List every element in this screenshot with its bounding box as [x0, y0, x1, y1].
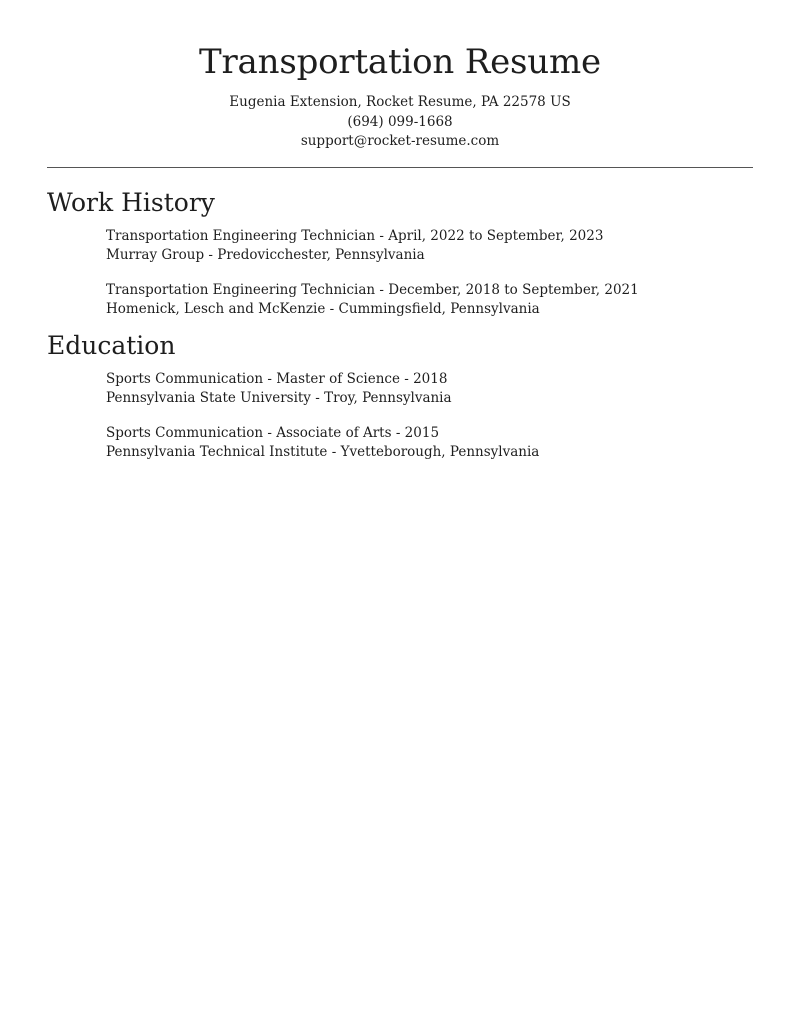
- education-entry: [106, 424, 539, 462]
- work-entry-position: Transportation Engineering Technician - April, 2022 to September, 2023: [106, 228, 604, 244]
- contact-block: [47, 93, 753, 152]
- contact-email: support@rocket-resume.com: [300, 133, 500, 149]
- education-entry-school: Pennsylvania State University - Troy, Pennsylvania: [106, 390, 452, 406]
- header-divider: [47, 167, 753, 168]
- section-title-work-history: Work History: [47, 188, 215, 217]
- work-entry: [106, 227, 603, 265]
- education-entry-school: Pennsylvania Technical Institute - Yvetteborough, Pennsylvania: [106, 444, 540, 460]
- contact-address: Eugenia Extension, Rocket Resume, PA 22578 US: [229, 94, 571, 110]
- education-entry: [106, 370, 452, 408]
- education-entry-degree: Sports Communication - Master of Science - 2018: [106, 371, 448, 387]
- section-title-education: Education: [47, 331, 176, 360]
- work-entry-position: Transportation Engineering Technician - December, 2018 to September, 2021: [106, 282, 639, 298]
- resume-title: Transportation Resume: [199, 42, 601, 82]
- work-entry-company: Murray Group - Predovicchester, Pennsylvania: [106, 247, 425, 263]
- work-entry: [106, 281, 639, 319]
- contact-phone: (694) 099-1668: [347, 113, 453, 130]
- work-entry-company: Homenick, Lesch and McKenzie - Cummingsfield, Pennsylvania: [106, 301, 540, 317]
- education-entry-degree: Sports Communication - Associate of Arts - 2015: [106, 425, 440, 441]
